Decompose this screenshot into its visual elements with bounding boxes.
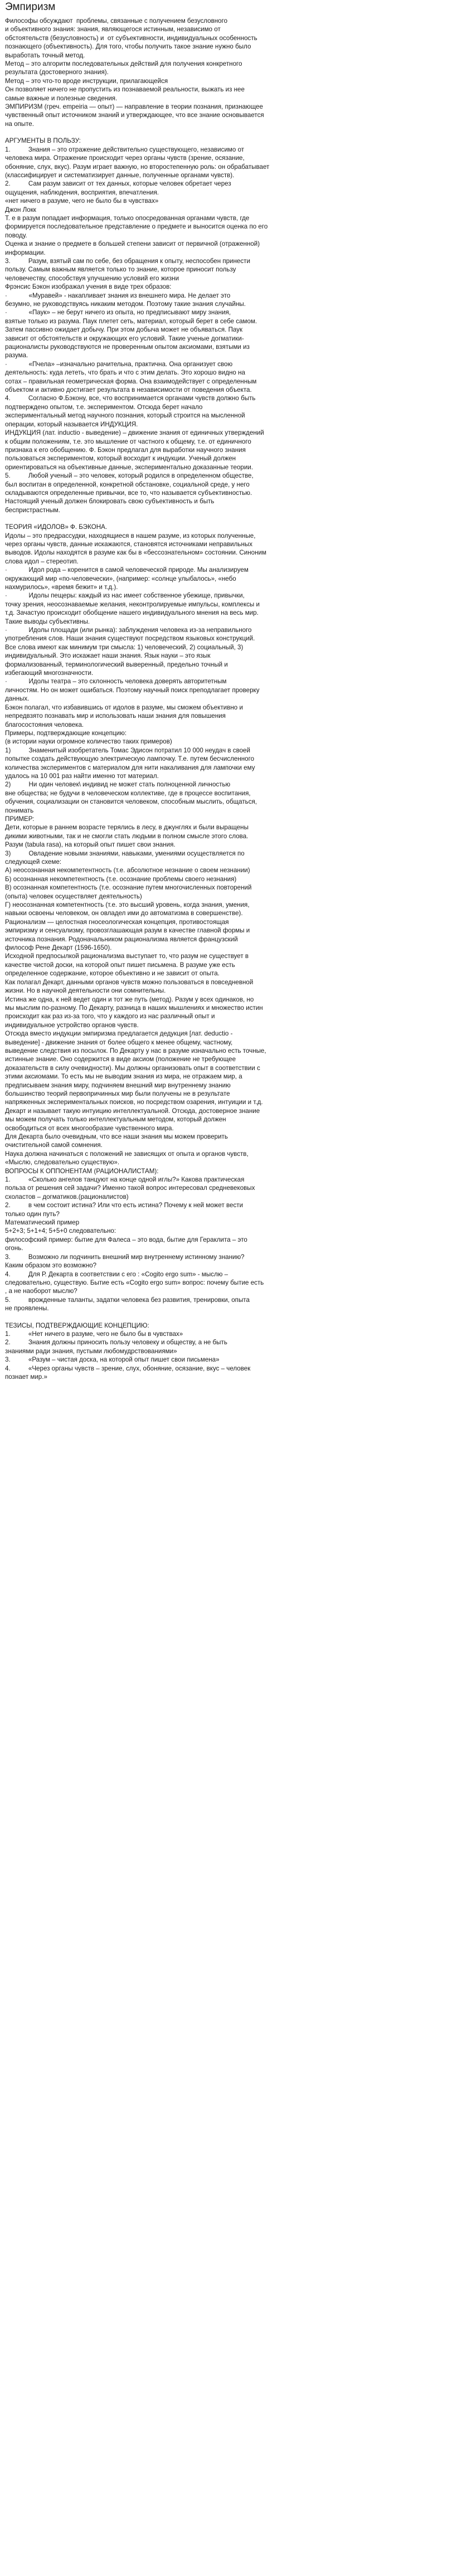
text-line: «Мыслю, следовательно существую». xyxy=(5,1159,120,1167)
text-line: информации. xyxy=(5,249,46,256)
text-line: слова идол – стереотип. xyxy=(5,557,79,565)
text-line: определенное содержание, которое объективно и не зависит от опыта. xyxy=(5,970,220,978)
text-line: Декарт и называет такую интуицию интеллектуальной. Отсюда, достоверное знание xyxy=(5,1107,260,1115)
text-line: выведение] - движение знания от более общего к менее общему, частному, xyxy=(5,1038,233,1046)
text-line: Разум (tabula rasa), на который опыт пишет свои знания. xyxy=(5,841,176,849)
paragraph-gap xyxy=(5,1313,467,1321)
text-line: Для Декарта было очевидным, что все наши знания мы можем проверить xyxy=(5,1133,228,1140)
text-line: благосостояния человека. xyxy=(5,721,84,728)
text-line: 4. «Через органы чувств – зрение, слух, обоняние, осязание, вкус – человек xyxy=(5,1364,251,1372)
text-line: 3. «Разум – чистая доска, на которой опыт пишет свои письмена» xyxy=(5,1356,220,1364)
text-line: обучения, социализации он становится человеком, способным мыслить, общаться, xyxy=(5,798,257,806)
text-line: мы мыслим по-разному. По Декарту, разница в наших мышлениях и множество истин xyxy=(5,1004,263,1012)
text-line: формализованный, терминологический выверенный, предельно точный и xyxy=(5,660,228,668)
text-section xyxy=(5,1321,467,1382)
text-line: рационалисты руководствуются не проверенным опытом аксиомами, взятыми из xyxy=(5,343,250,351)
text-line: жизни. Но в научной деятельности они сомнительны. xyxy=(5,987,166,995)
text-line: употребления слов. Наши знания существуют посредством языковых конструкций. xyxy=(5,635,255,643)
text-line: экспериментальный метод научного познания, который строится на мысленной xyxy=(5,412,245,420)
text-line: объектом и активно достигает результата в независимости от поведения объекта. xyxy=(5,386,252,394)
text-line: · «Муравей» - накапливает знания из внешнего мира. Не делает это xyxy=(5,291,231,299)
text-line: Метод – это что-то вроде инструкции, прилагающейся xyxy=(5,77,168,85)
text-line: ВОПРОСЫ К ОППОНЕНТАМ (РАЦИОНАЛИСТАМ): xyxy=(5,1167,159,1175)
text-line: Настоящий ученый должен блокировать свою субъективность и быть xyxy=(5,498,215,506)
text-line: формируется последовательное представление о предмете и выносится оценка по его xyxy=(5,223,268,231)
text-line: схоластов – догматиков.(рационалистов) xyxy=(5,1193,129,1200)
text-line: ПРИМЕР: xyxy=(5,815,35,823)
text-line: и объективного знания: знания, являющегося истинным, независимо от xyxy=(5,26,221,33)
text-line: Каким образом это возможно? xyxy=(5,1262,97,1270)
text-line: Затем пассивно ожидает добычу. При этом добыча может не объяваться. Паук xyxy=(5,326,243,334)
text-line: 3) Овладение новыми знаниями, навыками, умениями осуществляется по xyxy=(5,849,245,857)
text-line: результата (достоверного знания). xyxy=(5,69,109,76)
text-line: взятые только из разума. Паук плетет сеть, материал, который берет в себе самом. xyxy=(5,317,257,325)
text-line: дикими животными, так и не смогли стать людьми в полном смысле этого слова. xyxy=(5,832,249,840)
text-line: (опыта) человек осуществляет деятельность) xyxy=(5,892,142,900)
text-line: не проявлены. xyxy=(5,1305,49,1313)
text-line: Джон Локк xyxy=(5,206,36,213)
text-line: Примеры, подтверждающие концепцию: xyxy=(5,729,127,737)
text-line: индивидуальный. Это искажает наши знания. Язык науки – это язык xyxy=(5,652,211,660)
text-line: познает мир.» xyxy=(5,1373,47,1381)
text-line: Г) неосознанная компетентность (т.е. это высший уровень, когда знания, умения, xyxy=(5,901,250,909)
text-line: 5+2+3; 5+1+4; 5+5+0 следовательно: xyxy=(5,1227,116,1235)
text-line: 1. «Нет ничего в разуме, чего не было бы в чувствах» xyxy=(5,1330,183,1338)
text-line: деятельность: куда лететь, что брать и что с этим делать. Это хорошо видно на xyxy=(5,369,245,377)
text-line: источника познания. Родоначальником рационализма является французский xyxy=(5,935,238,943)
text-line: В) осознанная компетентность (т.е. осознание путем многочисленных повторений xyxy=(5,884,252,892)
text-line: Исходной предпосылкой рационализма выступает то, что разум не существует в xyxy=(5,952,249,960)
text-line: навыки освоены человеком, он овладел ими до автоматизма в совершенстве). xyxy=(5,910,243,917)
text-line: Отсюда вместо индукции эмпиризма предлагается дедукция [лат. deductio - xyxy=(5,1030,233,1038)
text-line: ТЕЗИСЫ, ПОДТВЕРЖДАЮЩИЕ КОНЦЕПЦИЮ: xyxy=(5,1321,149,1329)
text-line: А) неосознанная некомпетентность (т.е. абсолютное незнание о своем незнании) xyxy=(5,867,250,874)
text-line: мы можем получать только интеллектуальным методом, который должен xyxy=(5,1116,226,1124)
text-line: человека мира. Отражение происходит через органы чувств (зрение, осязание, xyxy=(5,154,245,162)
text-line: очистительной самой сомнения. xyxy=(5,1141,103,1149)
text-line: 3. Возможно ли подчинить внешний мир внутреннему истинному знанию? xyxy=(5,1253,245,1261)
text-line: чувственный опыт источником знаний и утверждающее, что все знание основывается xyxy=(5,111,264,119)
text-line: был воспитан в определенной, конкретной обстановке, социальной среде, у него xyxy=(5,480,250,488)
text-line: 4. Согласно Ф.Бэкону, все, что воспринимается органами чувств должно быть xyxy=(5,395,256,402)
text-line: выработать точный метод. xyxy=(5,51,85,59)
text-line: знаниями ради знания, пустыми любомудрствованиями» xyxy=(5,1347,177,1355)
text-line: большинство теорий первопричинных мир были получены не в результате xyxy=(5,1090,230,1097)
text-line: освободиться от всех многообразие чувственного мира. xyxy=(5,1124,174,1132)
text-line: · «Пчела» –изначально рачительна, практична. Она организует свою xyxy=(5,360,233,368)
text-line: безумно, не руководствуясь никаким методом. Поэтому такие знания случайны. xyxy=(5,300,246,308)
text-line: к общим положениям, т.е. это мышление от частного к общему, т.е. от единичного xyxy=(5,438,251,445)
text-line: · Идолы пещеры: каждый из нас имеет собственное убежище, привычки, xyxy=(5,592,245,600)
text-line: Метод – это алгоритм последовательных действий для получения конкретного xyxy=(5,60,242,68)
text-line: точку зрения, неосознаваемые желания, неконтролируемые импульсы, комплексы и xyxy=(5,600,260,608)
text-line: · Идолы площади (или рынка): заблуждения человека из-за неправильного xyxy=(5,626,252,634)
text-line: Фрэнсис Бэкон изображал учения в виде трех образов: xyxy=(5,283,172,291)
text-line: Наука должна начинаться с положений не зависящих от опыта и органов чувств, xyxy=(5,1150,249,1158)
text-line: ЭМПИРИЗМ (греч. empeiria — опыт) — направление в теории познания, признающее xyxy=(5,103,263,111)
text-line: следовательно, существую. Бытие есть «Cogito ergo sum» вопрос: почему бытие есть xyxy=(5,1279,264,1286)
text-line: · «Паук» – не берут ничего из опыта, но предписывают миру знания, xyxy=(5,309,231,317)
text-line: познающего (объективность). Для того, чтобы получить такое знание нужно было xyxy=(5,43,251,51)
text-line: на опыте. xyxy=(5,120,34,128)
text-line: зависит от обстоятельств и окружающих его условий. Такие ученые догматики- xyxy=(5,334,244,342)
paragraph-gap xyxy=(5,128,467,137)
text-line: только один путь? xyxy=(5,1210,60,1218)
text-line: разума. xyxy=(5,352,28,359)
text-line: 3. Разум, взятый сам по себе, без обращения к опыту, неспособен принести xyxy=(5,257,250,265)
text-line: напряженных экспериментальных поисков, но посредством озарения, интуиции и т.д. xyxy=(5,1099,263,1106)
text-line: следующей схеме: xyxy=(5,858,62,866)
text-line: подтверждено опытом, т.е. экспериментом. Отсюда берет начало xyxy=(5,403,203,411)
text-section xyxy=(5,523,467,1313)
text-line: количества экспериментов с материалом для нити накаливания для лампочки ему xyxy=(5,764,255,771)
text-line: Истина же одна, к ней ведет один и тот же путь (метод). Разум у всех одинаков, но xyxy=(5,995,254,1003)
text-line: нахмурилось», «время бежит» и т.д.). xyxy=(5,584,118,591)
text-line: Б) осознанная некомпетентность (т.е. осознание проблемы своего незнания) xyxy=(5,875,237,883)
text-line: Бэкон полагал, что избавившись от идолов в разуме, мы сможем объективно и xyxy=(5,703,243,711)
text-line: окружающий мир «по-человечески», (например: «солнце улыбалось», «небо xyxy=(5,575,236,582)
paragraph-gap xyxy=(5,514,467,523)
text-line: Рационализм — целостная гносеологическая концепция, противостоящая xyxy=(5,918,229,926)
text-line: 1. Знания – это отражение действительно существующего, независимо от xyxy=(5,145,245,153)
text-line: Он позволяет ничего не пропустить из познаваемой реальности, выжать из нее xyxy=(5,86,245,94)
text-line: 1. «Сколько ангелов танцуют на конце одной иглы?» Какова практическая xyxy=(5,1176,245,1184)
text-line: предписываем знания миру, подчиняем внешний мир внутреннему знанию xyxy=(5,1081,231,1089)
text-line: 4. Для Р. Декарта в соответствии с его : «Cogito ergo sum» - мыслю – xyxy=(5,1270,228,1278)
text-line: огонь. xyxy=(5,1245,23,1252)
text-line: доказательств в силу очевидности). Мы должны организовать опыт в соответствии с xyxy=(5,1064,260,1072)
text-line: обстоятельств (безусловность) и от субъективности, индивидуальных особенность xyxy=(5,34,257,42)
text-line: «нет ничего в разуме, чего не было бы в чувствах» xyxy=(5,197,159,205)
text-line: · Идолы театра – это склонность человека доверять авторитетным xyxy=(5,678,227,686)
text-line: философский пример: бытие для Фалеса – это вода, бытие для Гераклита – это xyxy=(5,1236,247,1243)
text-line: выводов. Идолы находятся в разуме как бы в «бессознательном» состоянии. Синоним xyxy=(5,549,266,557)
text-line: эмпиризму и сенсуализму, провозглашающая разум в качестве главной формы и xyxy=(5,927,250,935)
text-line: Все слова имеют как минимум три смысла: 1) человеческий, 2) социальный, 3) xyxy=(5,643,244,651)
text-line: 5. Любой ученый – это человек, который родился в определенном обществе, xyxy=(5,472,254,480)
text-line: личностям. Но он может ошибаться. Поэтому научный поиск преподлагает проверку xyxy=(5,686,260,694)
text-line: , а не наоборот мыслю? xyxy=(5,1287,77,1295)
text-line: (в истории науки огромное количество таких примеров) xyxy=(5,738,172,746)
text-line: философ Рене Декарт (1596-1650). xyxy=(5,944,112,952)
text-line: происходит как раз из-за того, что у каждого из нас различный опыт и xyxy=(5,1013,215,1020)
text-line: 5. врожденные таланты, задатки человека без развития, тренировки, опыта xyxy=(5,1296,250,1304)
text-line: польза от решения сей задачи? Именно такой вопрос интересовал средневековых xyxy=(5,1184,255,1192)
text-line: АРГУМЕНТЫ В ПОЛЬЗУ: xyxy=(5,137,81,145)
text-line: Т. е в разум попадает информация, только опосредованная органами чувств, где xyxy=(5,214,250,222)
text-section xyxy=(5,17,467,128)
text-line: поводу. xyxy=(5,231,27,239)
text-line: непредвзято познавать мир и использовать наши знания для повышения xyxy=(5,712,226,720)
text-line: удалось на 10 001 раз найти именно тот материал. xyxy=(5,772,159,780)
text-line: складываются определенные привычки, все то, что называется субъективностью. xyxy=(5,489,252,497)
text-line: ориентироваться на объективные данные, экспериментально доказанные теории. xyxy=(5,463,254,471)
text-line: данных. xyxy=(5,695,30,703)
text-line: вне общества; не будучи в человеческом коллективе, где в процессе воспитания, xyxy=(5,789,251,797)
text-line: индивидуальное устройство органов чувств. xyxy=(5,1021,139,1029)
text-line: · Идол рода – коренится в самой человеческой природе. Мы анализируем xyxy=(5,566,249,574)
text-line: 2. Знания должны приносить пользу человеку и обществу, а не быть xyxy=(5,1339,227,1347)
text-line: ТЕОРИЯ «ИДОЛОВ» Ф. БЭКОНА. xyxy=(5,523,108,531)
text-section xyxy=(5,137,467,514)
text-line: 2. Сам разум зависит от тех данных, которые человек обретает через xyxy=(5,180,231,188)
text-line: т.д. Зачастую происходит обобщение нашего индивидуального мнения на весь мир. xyxy=(5,609,259,617)
text-line: истинные знание. Оно содержится в виде аксиом (положение не требующее xyxy=(5,1056,236,1063)
text-line: выведение следствия из посылок. По Декарту у нас в разуме изначально есть точные, xyxy=(5,1047,266,1054)
text-line: Такие выводы субъективны. xyxy=(5,618,90,625)
text-line: понимать xyxy=(5,806,34,814)
text-line: Оценка и знание о предмете в большей степени зависит от первичной (отраженной) xyxy=(5,240,260,248)
text-line: 2) Ни один человек\ индивид не может стать полноценной личностью xyxy=(5,781,231,789)
text-line: признака к его обобщению. Ф. Бэкон предлагал для выработки научного знания xyxy=(5,446,246,454)
text-line: качестве чистой доски, на которой опыт пишет письмена. В разуме уже есть xyxy=(5,961,235,969)
document-body xyxy=(5,17,467,1381)
text-line: беспристрастным. xyxy=(5,506,60,514)
text-line: избегающий многозначности. xyxy=(5,669,94,677)
text-line: Идолы – это предрассудки, находящиеся в нашем разуме, из которых полученные, xyxy=(5,532,256,539)
text-line: ощущения, наблюдения, восприятия, впечатления. xyxy=(5,188,159,196)
text-line: Математический пример xyxy=(5,1219,80,1227)
text-line: ИНДУКЦИЯ (лат. inductio - выведение) – движение знания от единичных утверждений xyxy=(5,429,264,437)
text-line: пользу. Самым важным является только то знание, которое приносит пользу xyxy=(5,266,236,274)
text-line: (классифицирует и систематизирует данные, полученные органами чувств). xyxy=(5,171,235,179)
text-line: человечеству, способствуя улучшению условий его жизни xyxy=(5,274,179,282)
text-line: попытке создать действующую электрическую лампочку. Т.е. путем бесчисленного xyxy=(5,755,255,763)
text-line: сотах – правильная геометрическая форма. Она взаимодействует с определенным xyxy=(5,377,257,385)
page-title: Эмпиризм xyxy=(5,1,56,13)
text-line: через органы чувств, данные искажаются, становятся источниками неправильных xyxy=(5,540,252,548)
text-line: обоняние, слух, вкус). Разум играет важную, но второстепенную роль: он обрабатывает xyxy=(5,163,270,171)
text-line: Дети, которые в раннем возрасте терялись в лесу, в джунглях и были выращены xyxy=(5,824,249,832)
text-line: 2. в чем состоит истина? Или что есть истина? Почему к ней может вести xyxy=(5,1202,244,1209)
text-line: самые важные и полезные сведения. xyxy=(5,94,118,102)
text-line: 1) Знаменитый изобретатель Томас Эдисон потратил 10 000 неудач в своей xyxy=(5,746,250,754)
text-line: Философы обсуждают проблемы, связанные с получением безусловного xyxy=(5,17,228,25)
text-line: операции, который называется ИНДУКЦИЯ. xyxy=(5,420,138,428)
text-line: этими аксиомами. То есть мы не выводим знания из мира, не отражаем мир, а xyxy=(5,1073,242,1081)
text-line: Как полагал Декарт, данными органов чувств можно пользоваться в повседневной xyxy=(5,978,254,986)
text-line: пользоваться экспериментом, который восходит к индукции. Ученый должен xyxy=(5,455,236,463)
